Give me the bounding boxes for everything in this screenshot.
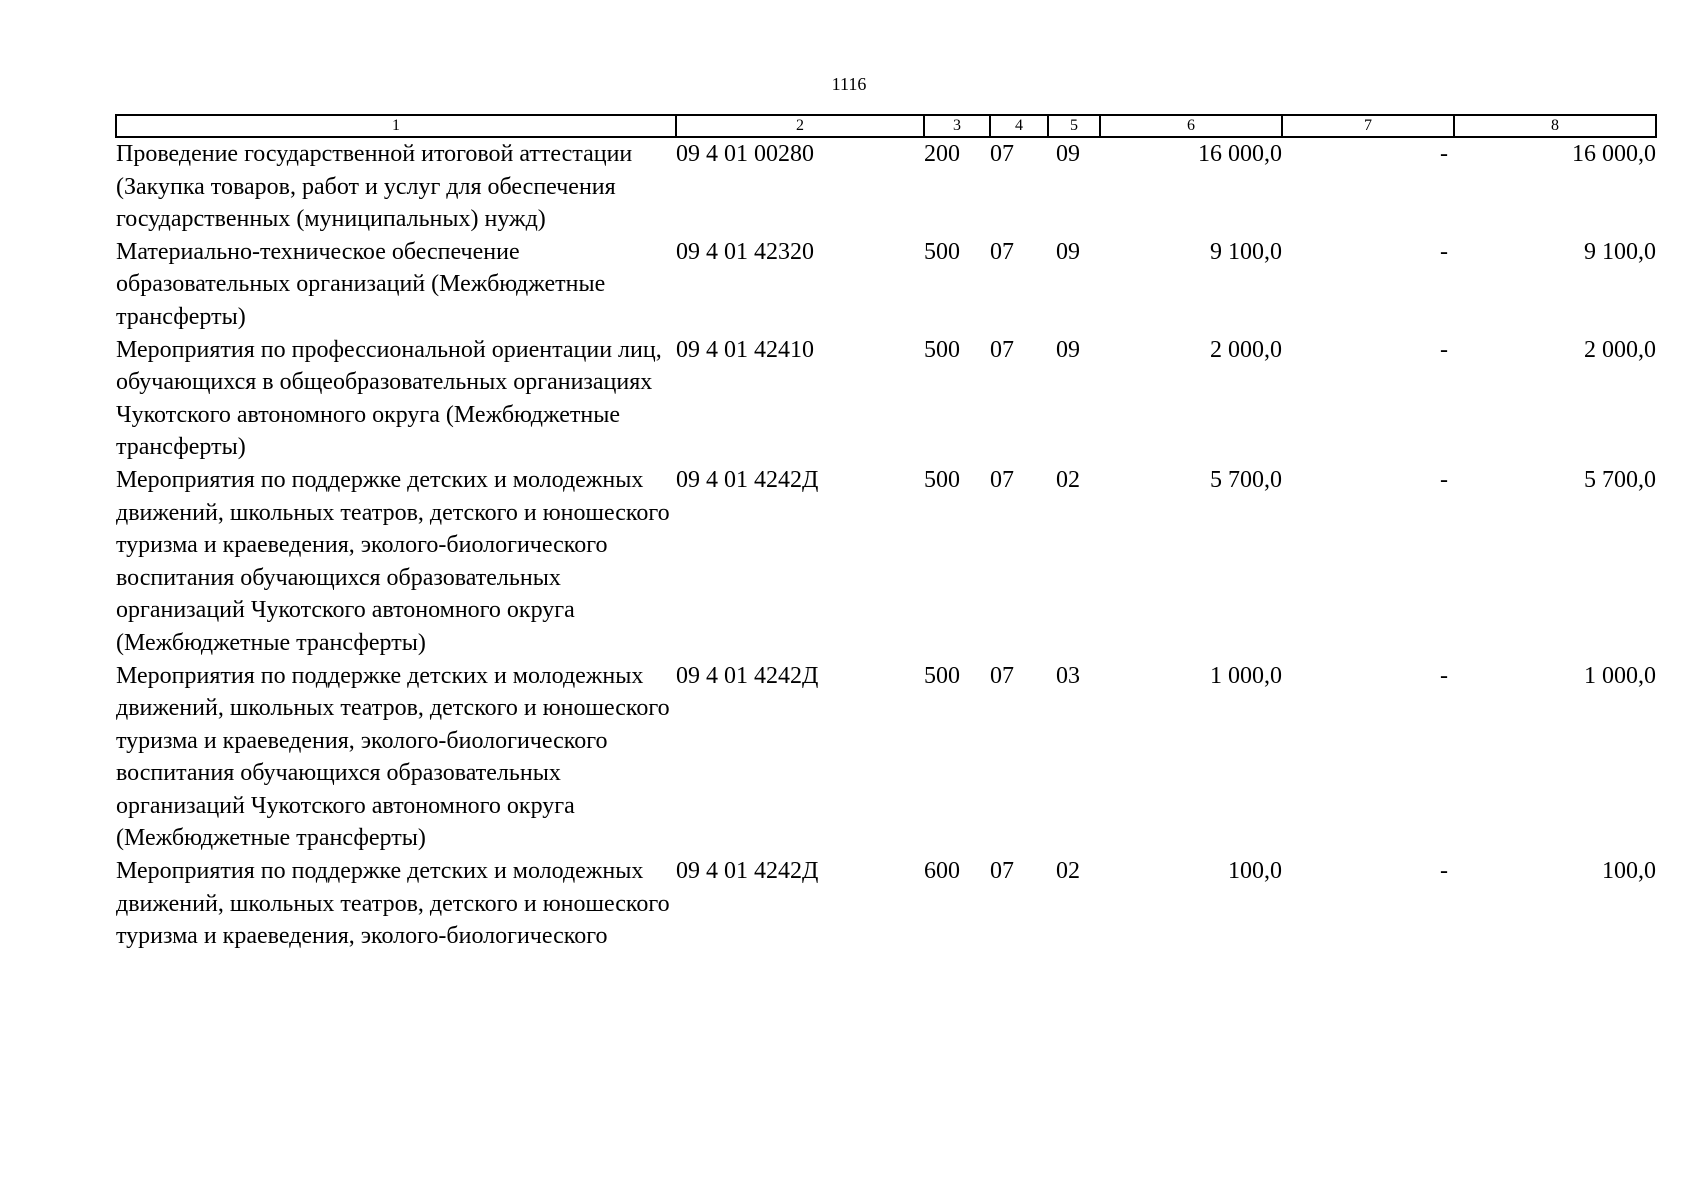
row-col8: 100,0 [1602, 858, 1656, 885]
column-header-2: 2 [676, 115, 924, 137]
table-row [116, 855, 1656, 953]
row-col3: 500 [924, 238, 960, 265]
row-col3: 200 [924, 141, 960, 167]
column-number-header-row [116, 115, 1656, 137]
row-col6: 5 700,0 [1210, 466, 1282, 493]
row-col7: - [1440, 466, 1448, 493]
row-col4: 07 [990, 858, 1014, 885]
row-col6: 16 000,0 [1198, 141, 1282, 167]
row-col5: 03 [1056, 662, 1080, 689]
row-col8: 9 100,0 [1584, 238, 1656, 265]
row-col5: 02 [1056, 466, 1080, 493]
row-col4: 07 [990, 466, 1014, 493]
table-row [116, 236, 1656, 334]
row-name: Мероприятия по поддержке детских и молодежных движений, школьных театров, детского и юношеского туризма и краеведения, эколого-биологического [116, 858, 670, 950]
row-col6: 2 000,0 [1210, 336, 1282, 363]
column-header-3: 3 [924, 115, 990, 137]
page-number: 1116 [831, 74, 867, 94]
row-col5: 09 [1056, 141, 1080, 167]
row-col6: 100,0 [1228, 858, 1282, 885]
row-col4: 07 [990, 141, 1014, 167]
row-col7: - [1440, 141, 1448, 167]
row-name: Мероприятия по поддержке детских и молодежных движений, школьных театров, детского и юношеского туризма и краеведения, эколого-биологического воспитания обучающихся образовательных организаций Чукотского автономного округа (Межбюджетные трансферты) [116, 662, 670, 852]
row-col4: 07 [990, 238, 1014, 265]
row-col4: 07 [990, 662, 1014, 689]
row-col8: 16 000,0 [1572, 141, 1656, 167]
row-name: Мероприятия по поддержке детских и молодежных движений, школьных театров, детского и юношеского туризма и краеведения, эколого-биологического воспитания обучающихся образовательных организаций Чукотского автономного округа (Межбюджетные трансферты) [116, 466, 670, 656]
row-col3: 500 [924, 466, 960, 493]
row-col6: 1 000,0 [1210, 662, 1282, 689]
row-col3: 500 [924, 662, 960, 689]
row-code: 09 4 01 4242Д [676, 662, 819, 689]
row-code: 09 4 01 42320 [676, 238, 814, 265]
row-col8: 1 000,0 [1584, 662, 1656, 689]
row-col7: - [1440, 858, 1448, 885]
row-code: 09 4 01 00280 [676, 141, 814, 167]
table-row [116, 334, 1656, 464]
column-header-8: 8 [1454, 115, 1656, 137]
row-col3: 500 [924, 336, 960, 363]
column-header-5: 5 [1048, 115, 1100, 137]
row-col4: 07 [990, 336, 1014, 363]
row-code: 09 4 01 4242Д [676, 858, 819, 885]
row-code: 09 4 01 42410 [676, 336, 814, 363]
row-code: 09 4 01 4242Д [676, 466, 819, 493]
row-col5: 09 [1056, 336, 1080, 363]
column-header-4: 4 [990, 115, 1048, 137]
row-col3: 600 [924, 858, 960, 885]
column-header-1: 1 [116, 115, 676, 137]
row-col5: 09 [1056, 238, 1080, 265]
row-col7: - [1440, 336, 1448, 363]
table-row [116, 464, 1656, 660]
row-name: Мероприятия по профессиональной ориентации лиц, обучающихся в общеобразовательных организациях Чукотского автономного округа (Межбюджетные трансферты) [116, 336, 662, 461]
row-name: Проведение государственной итоговой аттестации (Закупка товаров, работ и услуг для обеспечения государственных (муниципальных) нужд) [116, 141, 633, 233]
budget-table [115, 114, 1657, 953]
column-header-6: 6 [1100, 115, 1282, 137]
row-col7: - [1440, 662, 1448, 689]
row-col5: 02 [1056, 858, 1080, 885]
row-col6: 9 100,0 [1210, 238, 1282, 265]
row-col8: 2 000,0 [1584, 336, 1656, 363]
row-name: Материально-техническое обеспечение образовательных организаций (Межбюджетные трансферты) [116, 238, 606, 330]
table-row [116, 137, 1656, 236]
row-col8: 5 700,0 [1584, 466, 1656, 493]
table-row [116, 660, 1656, 856]
row-col7: - [1440, 238, 1448, 265]
column-header-7: 7 [1282, 115, 1454, 137]
